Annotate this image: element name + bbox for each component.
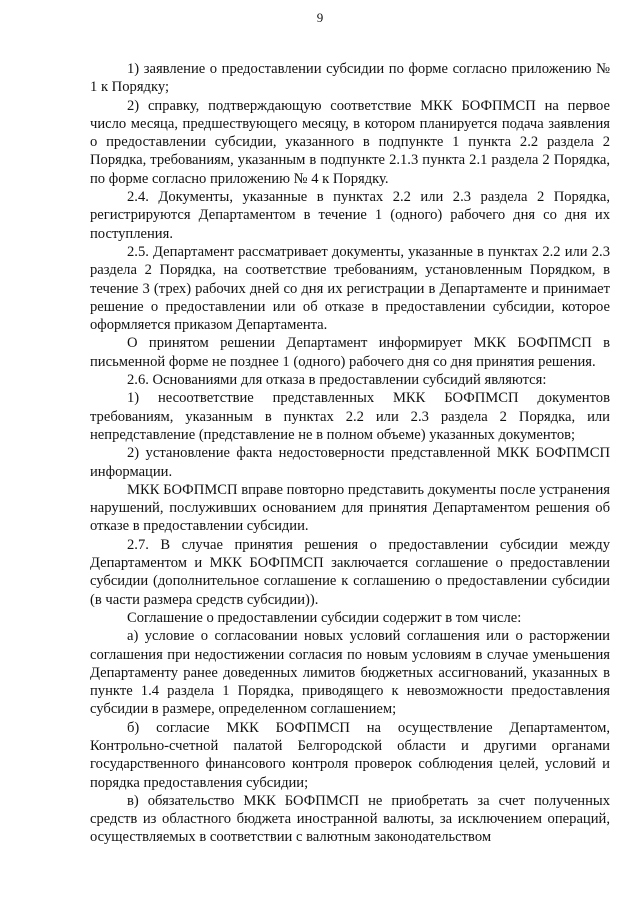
paragraph: 2.6. Основаниями для отказа в предоставлении субсидий являются:: [127, 372, 547, 389]
paragraph: 2) справку, подтверждающую соответствие МКК БОФПМСП на первое число месяца, предшествующего месяцу, в котором планируется подача заявления о предоставлении субсидии, указанного в подпункте 1 пункта 2.2 раздела 2 Порядка, требованиям, указанным в подпункте 2.1.3 пункта 2.1 раздела 2 Порядка, по форме согласно приложению № 4 к Порядку.: [90, 97, 610, 187]
paragraph: Соглашение о предоставлении субсидии содержит в том числе:: [127, 609, 522, 626]
paragraph: а) условие о согласовании новых условий соглашения или о расторжении соглашения при недостижении согласия по новым условиям в случае уменьшения Департаменту ранее доведенных лимитов бюджетных ассигнований, указанных в пункте 1.4 раздела 1 Порядка, приводящего к невозможности предоставления субсидии в размере, определенном соглашением;: [90, 628, 610, 718]
paragraph: МКК БОФПМСП вправе повторно представить документы после устранения нарушений, послуживших основанием для принятия Департаментом решения об отказе в предоставлении субсидии.: [90, 481, 610, 535]
paragraph: О принятом решении Департамент информирует МКК БОФПМСП в письменной форме не позднее 1 (одного) рабочего дня со дня принятия решения.: [90, 335, 610, 370]
paragraph: 2.7. В случае принятия решения о предоставлении субсидии между Департаментом и МКК БОФПМСП заключается соглашение о предоставлении субсидии (дополнительное соглашение к соглашению о предоставлении субсидии (в части размера средств субсидии)).: [90, 536, 610, 608]
paragraph: 2.5. Департамент рассматривает документы, указанные в пунктах 2.2 или 2.3 раздела 2 Порядка, на соответствие требованиям, установленным Порядком, в течение 3 (трех) рабочих дней со дня их регистрации в Департаменте и принимает решение о предоставлении или об отказе в предоставлении субсидии, которое оформляется приказом Департамента.: [90, 243, 610, 334]
paragraph: 1) заявление о предоставлении субсидии по форме согласно приложению № 1 к Порядку;: [90, 61, 610, 96]
page-number: 9: [316, 10, 324, 25]
paragraph: б) согласие МКК БОФПМСП на осуществление Департаментом, Контрольно-счетной палатой Белгородской области и другими органами государственного финансового контроля проверок соблюдения целей, условий и порядка предоставления субсидии;: [90, 719, 610, 791]
paragraph: 1) несоответствие представленных МКК БОФПМСП документов требованиям, указанным в пунктах 2.2 или 2.3 раздела 2 Порядка, или непредставление (представление не в полном объеме) указанных документов;: [90, 390, 610, 443]
paragraph: 2.4. Документы, указанные в пунктах 2.2 или 2.3 раздела 2 Порядка, регистрируются Департаментом в течение 1 (одного) рабочего дня со дня их поступления.: [90, 189, 610, 242]
document-body: [90, 60, 610, 847]
paragraph: 2) установление факта недостоверности представленной МКК БОФПМСП информации.: [90, 445, 610, 480]
paragraph: в) обязательство МКК БОФПМСП не приобретать за счет полученных средств из областного бюджета иностранной валюты, за исключением операций, осуществляемых в соответствии с валютным законодательством: [90, 792, 610, 846]
